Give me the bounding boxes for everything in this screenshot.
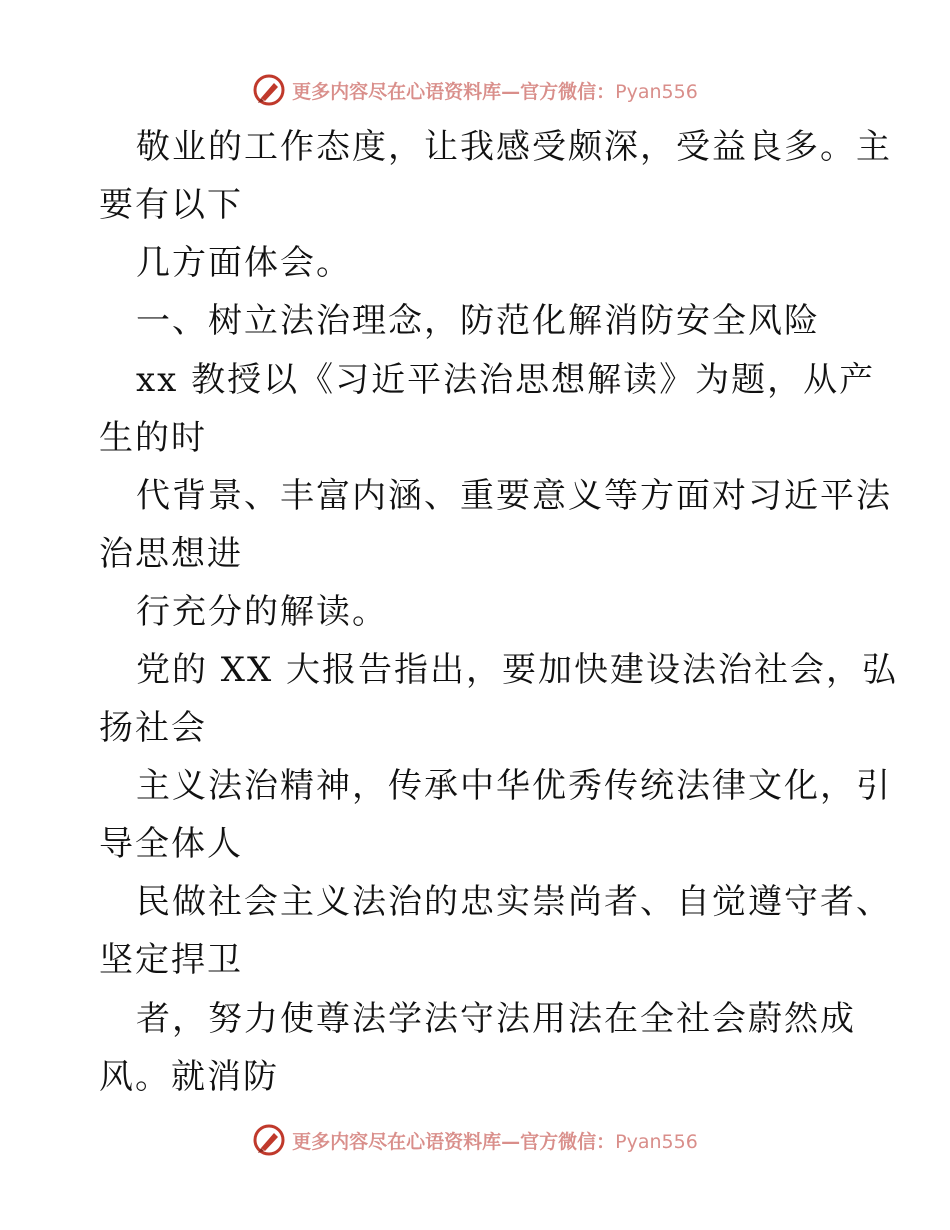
- text-line: 敬业的工作态度，让我感受颇深，受益良多。主: [136, 127, 892, 167]
- text-line: 要有以下: [99, 185, 243, 225]
- pen-logo-icon: [252, 1123, 286, 1157]
- header-watermark: [0, 70, 950, 110]
- text-line: 风。就消防: [99, 1057, 279, 1097]
- text-line: 代背景、丰富内涵、重要意义等方面对习近平法: [136, 476, 892, 516]
- text-line: 生的时: [99, 418, 207, 458]
- text-line: 坚定捍卫: [99, 940, 243, 980]
- text-line: 主义法治精神，传承中华优秀传统法律文化，引: [136, 766, 892, 806]
- text-line: 民做社会主义法治的忠实崇尚者、自觉遵守者、: [136, 882, 892, 922]
- text-line: 党的 XX 大报告指出，要加快建设法治社会，弘: [136, 650, 899, 690]
- text-line: 治思想进: [99, 534, 243, 574]
- pen-logo-icon: [252, 73, 286, 107]
- watermark-text: 更多内容尽在心语资料库—官方微信：Pyan556: [292, 1130, 698, 1153]
- text-line: xx 教授以《习近平法治思想解读》为题，从产: [136, 360, 876, 400]
- text-line: 导全体人: [99, 824, 243, 864]
- text-line: 扬社会: [99, 708, 207, 748]
- text-line: 者，努力使尊法学法守法用法在全社会蔚然成: [136, 999, 856, 1039]
- section-heading: 一、树立法治理念，防范化解消防安全风险: [136, 301, 820, 341]
- text-line: 行充分的解读。: [136, 592, 388, 632]
- footer-watermark: [0, 1120, 950, 1160]
- text-line: 几方面体会。: [136, 243, 352, 283]
- watermark-text: 更多内容尽在心语资料库—官方微信：Pyan556: [292, 80, 698, 103]
